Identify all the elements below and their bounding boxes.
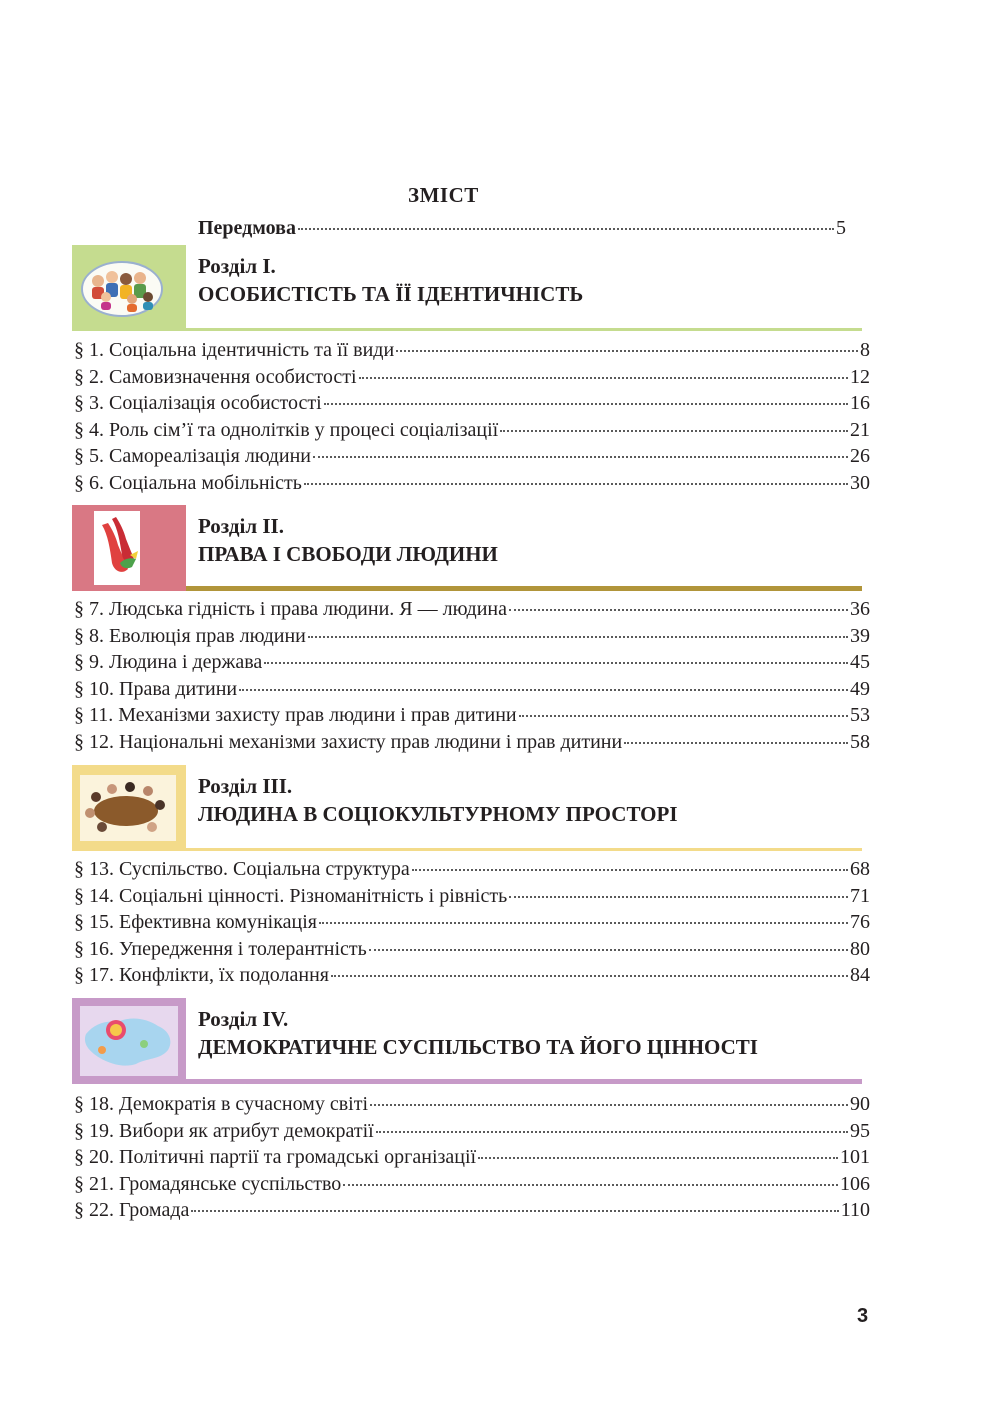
section-1-rule — [186, 328, 862, 331]
section-2-title: ПРАВА І СВОБОДИ ЛЮДИНИ — [198, 542, 498, 566]
toc-entry[interactable] — [74, 624, 870, 648]
toc-entry[interactable] — [74, 365, 870, 389]
dot-leader — [324, 403, 848, 405]
toc-entry[interactable] — [74, 391, 870, 415]
entry-page: 21 — [850, 418, 870, 441]
section-1-entries — [74, 338, 870, 495]
dot-leader — [500, 430, 848, 432]
toc-entry[interactable] — [74, 910, 870, 934]
section-4-title: ДЕМОКРАТИЧНЕ СУСПІЛЬСТВО ТА ЙОГО ЦІННОСТІ — [198, 1035, 758, 1059]
toc-entry[interactable] — [74, 1172, 870, 1196]
entry-label: § 6. Соціальна мобільність — [74, 471, 302, 494]
preface-entry[interactable] — [198, 216, 846, 240]
dot-leader — [376, 1131, 848, 1133]
toc-entry[interactable] — [74, 730, 870, 754]
entry-page: 45 — [850, 651, 870, 673]
entry-page: 71 — [850, 884, 870, 907]
toc-entry[interactable] — [74, 471, 870, 495]
entry-page: 90 — [850, 1093, 870, 1115]
entry-page: 80 — [850, 937, 870, 960]
dot-leader — [298, 228, 834, 230]
dot-leader — [331, 975, 848, 977]
toc-entry[interactable] — [74, 1145, 870, 1169]
section-1-title: ОСОБИСТІСТЬ ТА ЇЇ ІДЕНТИЧНІСТЬ — [198, 282, 584, 306]
section-4-illustration — [72, 998, 186, 1084]
entry-page: 68 — [850, 858, 870, 880]
dot-leader — [412, 869, 848, 871]
entry-label: § 3. Соціалізація особистості — [74, 392, 322, 414]
entry-label: § 5. Самореалізація людини — [74, 445, 312, 467]
dot-leader — [343, 1184, 838, 1186]
section-1-illustration — [72, 245, 186, 331]
section-4-entries — [74, 1092, 870, 1222]
preface-label: Передмова — [198, 217, 296, 239]
section-4-label: Розділ IV. — [198, 1007, 289, 1031]
entry-page: 30 — [850, 471, 870, 494]
section-1-label: Розділ І. — [198, 254, 276, 278]
dot-leader — [478, 1157, 838, 1159]
section-2-rule — [186, 586, 862, 591]
toc-entry[interactable] — [74, 418, 870, 442]
entry-label: § 7. Людська гідність і права людини. Я — людина — [74, 598, 507, 620]
toc-entry[interactable] — [74, 338, 870, 362]
section-2-label: Розділ ІІ. — [198, 514, 284, 538]
dot-leader — [369, 949, 848, 951]
entry-page: 101 — [840, 1146, 870, 1168]
entry-page: 95 — [850, 1119, 870, 1142]
page-number: 3 — [857, 1305, 869, 1327]
section-3-label: Розділ ІІІ. — [198, 774, 293, 798]
entry-label: § 15. Ефективна комунікація — [74, 911, 317, 933]
section-2-header — [72, 505, 862, 591]
entry-label: § 18. Демократія в сучасному світі — [74, 1093, 369, 1115]
entry-label: § 20. Політичні партії та громадські організації — [74, 1146, 477, 1168]
entry-page: 26 — [850, 445, 870, 467]
toc-entry[interactable] — [74, 650, 870, 674]
section-1-header — [72, 245, 862, 331]
toc-entry[interactable] — [74, 1092, 870, 1116]
section-3-title: ЛЮДИНА В СОЦІОКУЛЬТУРНОМУ ПРОСТОРІ — [198, 802, 678, 826]
dot-leader — [264, 662, 848, 664]
toc-title: ЗМІСТ — [408, 183, 479, 207]
toc-entry[interactable] — [74, 937, 870, 961]
toc-entry[interactable] — [74, 597, 870, 621]
entry-label: § 21. Громадянське суспільство — [74, 1172, 342, 1195]
section-2-entries — [74, 597, 870, 754]
entry-page: 8 — [860, 339, 870, 361]
entry-label: § 4. Роль сім’ї та однолітків у процесі соціалізації — [74, 418, 499, 441]
section-2-illustration — [72, 505, 186, 591]
entry-label: § 19. Вибори як атрибут демократії — [74, 1119, 374, 1142]
entry-label: § 13. Суспільство. Соціальна структура — [74, 858, 410, 880]
section-3-rule — [186, 848, 862, 851]
dot-leader — [359, 377, 848, 379]
section-4-header — [72, 998, 862, 1084]
entry-page: 12 — [850, 365, 870, 388]
dot-leader — [191, 1210, 838, 1212]
dot-leader — [509, 896, 848, 898]
entry-label: § 22. Громада — [74, 1199, 190, 1221]
section-4-rule — [186, 1079, 862, 1084]
dot-leader — [370, 1104, 848, 1106]
entry-page: 53 — [850, 704, 870, 726]
preface-page: 5 — [836, 217, 846, 239]
section-3-entries — [74, 857, 870, 987]
entry-label: § 16. Упередження і толерантність — [74, 937, 367, 960]
entry-label: § 12. Національні механізми захисту прав людини і прав дитини — [74, 730, 623, 753]
toc-entry[interactable] — [74, 884, 870, 908]
entry-page: 84 — [850, 964, 870, 986]
children-group-icon — [72, 245, 186, 331]
entry-page: 36 — [850, 598, 870, 620]
entry-page: 49 — [850, 677, 870, 700]
toc-entry[interactable] — [74, 677, 870, 701]
entry-label: § 14. Соціальні цінності. Різноманітність і рівність — [74, 884, 508, 907]
round-table-icon — [72, 765, 186, 851]
entry-page: 110 — [840, 1199, 870, 1221]
entry-label: § 8. Еволюція прав людини — [74, 624, 306, 647]
dot-leader — [304, 483, 848, 485]
entry-page: 106 — [840, 1172, 870, 1195]
entry-page: 58 — [850, 730, 870, 753]
entry-label: § 1. Соціальна ідентичність та її види — [74, 339, 395, 361]
dot-leader — [396, 350, 858, 352]
dot-leader — [308, 636, 848, 638]
entry-page: 76 — [850, 911, 870, 933]
section-3-header — [72, 765, 862, 851]
dot-leader — [519, 715, 848, 717]
dot-leader — [239, 689, 848, 691]
dot-leader — [509, 609, 848, 611]
dot-leader — [319, 922, 848, 924]
entry-page: 39 — [850, 624, 870, 647]
toc-entry[interactable] — [74, 1198, 870, 1222]
entry-label: § 9. Людина і держава — [74, 651, 263, 673]
toc-entry[interactable] — [74, 857, 870, 881]
toc-entry[interactable] — [74, 703, 870, 727]
dot-leader — [313, 456, 848, 458]
entry-label: § 10. Права дитини — [74, 677, 238, 700]
dot-leader — [624, 742, 848, 744]
section-3-illustration — [72, 765, 186, 851]
toc-entry[interactable] — [74, 1119, 870, 1143]
hands-dove-icon — [72, 505, 186, 591]
entry-label: § 17. Конфлікти, їх подолання — [74, 964, 329, 986]
toc-entry[interactable] — [74, 444, 870, 468]
entry-label: § 2. Самовизначення особистості — [74, 365, 357, 388]
ukraine-map-icon — [72, 998, 186, 1084]
toc-entry[interactable] — [74, 963, 870, 987]
entry-page: 16 — [850, 392, 870, 414]
entry-label: § 11. Механізми захисту прав людини і прав дитини — [74, 704, 517, 726]
